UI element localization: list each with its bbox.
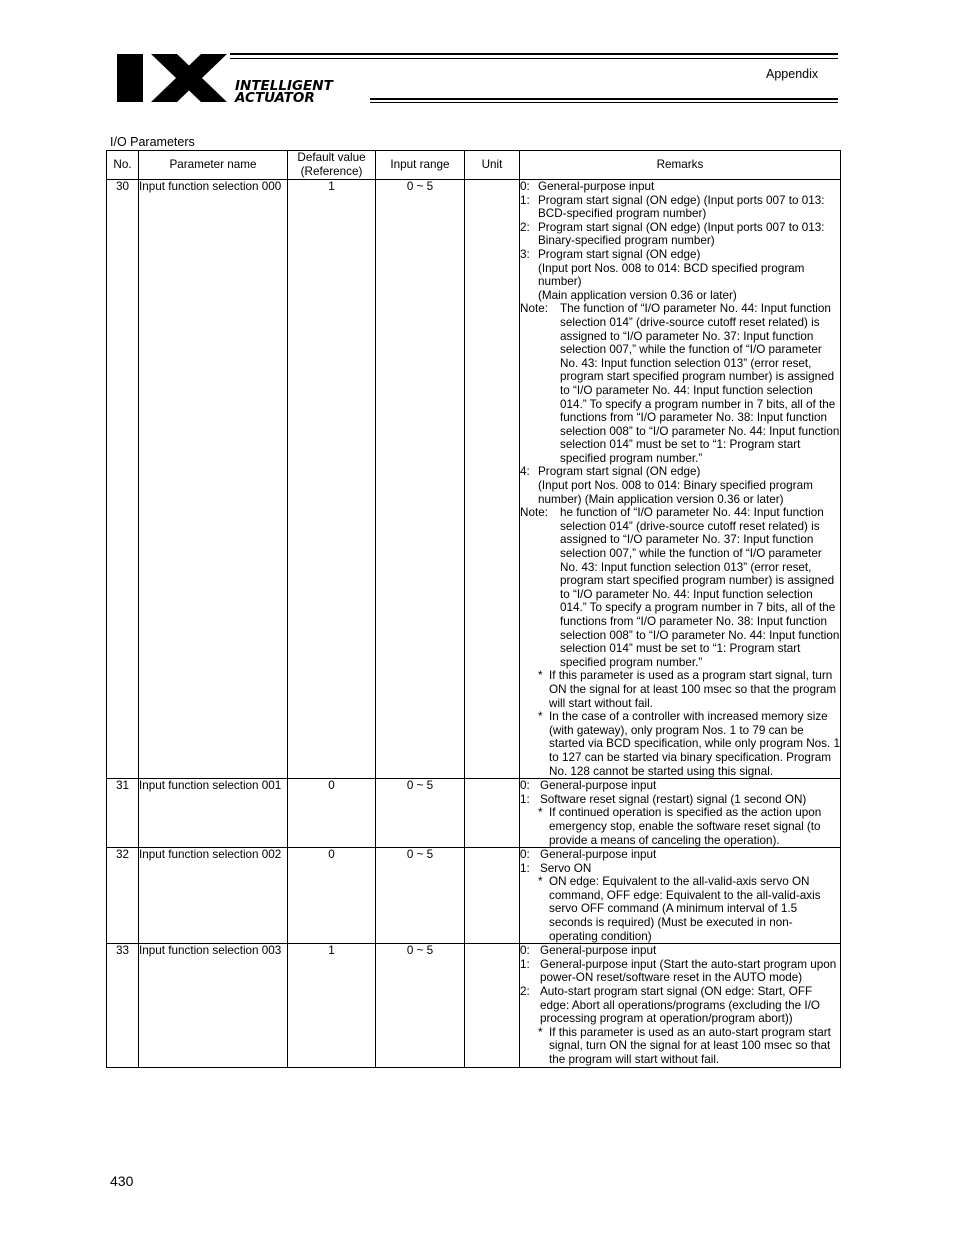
remark-label: 1: (520, 193, 530, 207)
remark-line (520, 958, 840, 985)
remark-line (520, 262, 840, 289)
remark-text: he function of “I/O parameter No. 44: Input function selection 014” (drive-source cutoff reset related) is assigned to “I/O parameter No. 37: Input function selection 007,” while the function of “I/O parameter No. 43: Input function selection 013” (error reset, program start specified program number) is assigned to “I/O parameter No. 44: Input function selection 014.” To specify a program number in 7 bits, all of the functions from “I/O parameter No. 38: Input function selection 008” to “I/O parameter No. 44: Input function selection 014” must be set to “1: Program start specified program number.” (560, 506, 840, 669)
header-input-range: Input range (376, 151, 465, 180)
page-number: 430 (110, 1173, 134, 1189)
table-row (107, 180, 841, 779)
remark-line (520, 289, 840, 303)
remark-text: If this parameter is used as an auto-start program start signal, turn ON the signal for at least 100 msec so that the program will start without fail. (549, 1025, 831, 1066)
remark-label: * (538, 710, 543, 724)
cell-input-range: 0 ~ 5 (376, 848, 465, 944)
remark-label: 1: (520, 792, 530, 806)
remark-text: The function of “I/O parameter No. 44: Input function selection 014” (drive-source cutoff reset related) is assigned to “I/O parameter No. 37: Input function selection 007,” while the function of “I/O parameter No. 43: Input function selection 013” (error reset, program start specified program number) is assigned to “I/O parameter No. 44: Input function selection 014.” To specify a program number in 7 bits, all of the functions from “I/O parameter No. 38: Input function selection 008” to “I/O parameter No. 44: Input function selection 014” must be set to “1: Program start specified program number.” (560, 302, 840, 465)
table-row (107, 848, 841, 944)
cell-no: 31 (107, 779, 139, 848)
remark-text: Program start signal (ON edge) (Input ports 007 to 013: Binary-specified program number) (538, 220, 825, 248)
cell-remarks (520, 779, 841, 848)
remark-line (520, 779, 840, 793)
remark-text: Servo ON (540, 861, 592, 875)
remark-label: 1: (520, 957, 530, 971)
remark-line (520, 806, 840, 847)
remark-line (520, 180, 840, 194)
remark-text: General-purpose input (540, 779, 657, 793)
table-row (107, 944, 841, 1067)
remark-label: 2: (520, 220, 530, 234)
remark-line (520, 465, 840, 479)
header-parameter-name: Parameter name (139, 151, 288, 180)
cell-default-value: 0 (288, 779, 376, 848)
remark-text: In the case of a controller with increased memory size (with gateway), only program Nos. 1 to 79 can be started via BCD specification, while only program Nos. 1 to 127 can be started via binary specification. Program No. 128 cannot be started using this signal. (549, 710, 841, 778)
remark-text: Program start signal (ON edge) (Input ports 007 to 013: BCD-specified program number) (538, 193, 825, 221)
header-default-line2: (Reference) (300, 165, 363, 178)
remark-label: 2: (520, 985, 530, 999)
remark-line (520, 669, 840, 710)
remark-label: 3: (520, 247, 530, 261)
remark-text: (Input port Nos. 008 to 014: BCD specified program number) (538, 261, 805, 289)
remark-text: Program start signal (ON edge) (538, 465, 701, 479)
remark-text: (Main application version 0.36 or later) (538, 288, 737, 302)
remark-label: Note: (520, 506, 548, 520)
header-default-line1: Default value (297, 151, 366, 165)
remark-text: If this parameter is used as a program start signal, turn ON the signal for at least 100 msec so that the program will start without fail. (549, 669, 837, 710)
remark-line (520, 985, 840, 1026)
logo-text-actuator: ACTUATOR (235, 90, 315, 104)
remark-line (520, 793, 840, 807)
remark-text: Software reset signal (restart) signal (1 second ON) (540, 792, 807, 806)
cell-no: 32 (107, 848, 139, 944)
logo-text-intelligent: INTELLIGENT (235, 78, 333, 94)
remark-line (520, 848, 840, 862)
table-header-row (107, 151, 841, 180)
cell-parameter-name: Input function selection 002 (139, 848, 288, 944)
remark-label: 4: (520, 465, 530, 479)
remark-text: General-purpose input (540, 944, 657, 958)
cell-no: 30 (107, 180, 139, 779)
remark-line (520, 194, 840, 221)
cell-input-range: 0 ~ 5 (376, 180, 465, 779)
remark-line (520, 221, 840, 248)
cell-parameter-name: Input function selection 001 (139, 779, 288, 848)
remark-text: General-purpose input (538, 180, 655, 193)
remark-line (520, 875, 840, 943)
remark-line (520, 1026, 840, 1067)
remark-label: Note: (520, 302, 548, 316)
remark-label: * (538, 669, 543, 683)
header-rule-bottom-thin (370, 102, 838, 103)
remark-text: Program start signal (ON edge) (538, 247, 701, 261)
cell-unit (465, 779, 520, 848)
header-rule-top (230, 53, 838, 55)
cell-default-value: 0 (288, 848, 376, 944)
ix-logo-icon (115, 52, 405, 104)
remark-text: ON edge: Equivalent to the all-valid-axis servo ON command, OFF edge: Equivalent to the all-valid-axis servo OFF command (A minimum interval of 1.5 seconds is required) (Must be executed in non-operating condition) (549, 875, 821, 943)
cell-unit (465, 848, 520, 944)
remark-line (520, 710, 840, 778)
cell-default-value: 1 (288, 180, 376, 779)
cell-unit (465, 944, 520, 1067)
page-title: I/O Parameters (110, 135, 195, 149)
remark-label: 0: (520, 848, 530, 862)
remark-label: 0: (520, 180, 530, 193)
remark-label: * (538, 806, 543, 820)
header-unit: Unit (465, 151, 520, 180)
io-parameters-table (106, 150, 841, 1068)
remark-line (520, 479, 840, 506)
header-rule-bottom (370, 98, 838, 100)
header-no: No. (107, 151, 139, 180)
remark-line (520, 506, 840, 669)
cell-no: 33 (107, 944, 139, 1067)
cell-remarks (520, 180, 841, 779)
table-body (107, 180, 841, 1068)
remark-line (520, 862, 840, 876)
cell-unit (465, 180, 520, 779)
cell-remarks (520, 848, 841, 944)
header-rule-top-thin (230, 58, 838, 59)
remark-text: General-purpose input (540, 848, 657, 862)
table-row (107, 779, 841, 848)
section-label: Appendix (766, 67, 819, 81)
remark-label: 1: (520, 861, 530, 875)
remark-label: * (538, 875, 543, 889)
remark-text: Auto-start program start signal (ON edge: Start, OFF edge: Abort all operations/programs (excluding the I/O processing program at operation/program abort)) (540, 985, 821, 1026)
remark-line (520, 248, 840, 262)
remark-text: If continued operation is specified as the action upon emergency stop, enable the software reset signal (to provide a means of canceling the operation). (549, 806, 822, 847)
remark-text: General-purpose input (Start the auto-start program upon power-ON reset/software reset in the AUTO mode) (540, 957, 837, 985)
remark-line (520, 944, 840, 958)
cell-default-value: 1 (288, 944, 376, 1067)
cell-parameter-name: Input function selection 000 (139, 180, 288, 779)
cell-input-range: 0 ~ 5 (376, 944, 465, 1067)
remark-text: (Input port Nos. 008 to 014: Binary specified program number) (Main application version 0.36 or later) (538, 479, 813, 506)
remark-label: 0: (520, 944, 530, 958)
remark-line (520, 302, 840, 465)
company-logo (115, 52, 405, 104)
cell-remarks (520, 944, 841, 1067)
header-remarks: Remarks (520, 151, 841, 180)
remark-label: 0: (520, 779, 530, 793)
remark-label: * (538, 1025, 543, 1039)
cell-input-range: 0 ~ 5 (376, 779, 465, 848)
cell-parameter-name: Input function selection 003 (139, 944, 288, 1067)
header-default-value (288, 151, 376, 180)
